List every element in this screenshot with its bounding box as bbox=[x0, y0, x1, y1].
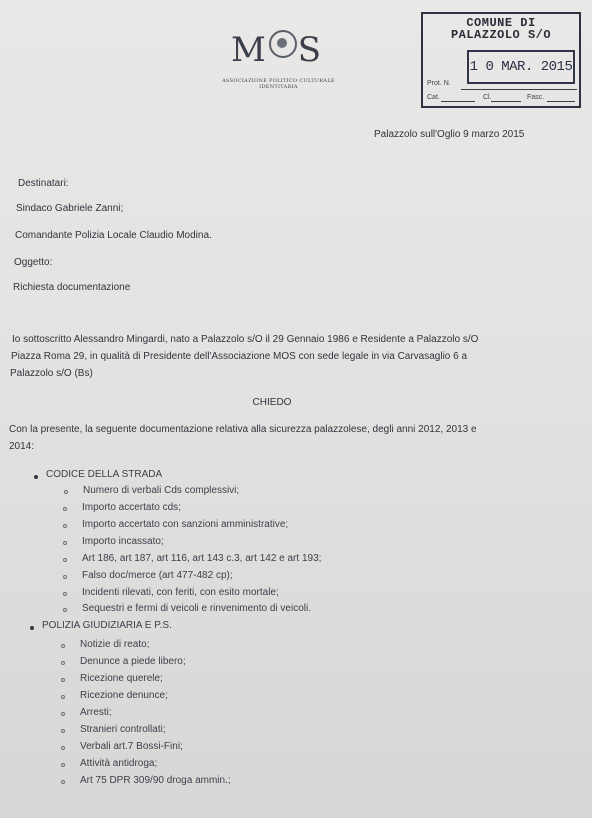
logo-letter-m: M bbox=[230, 30, 268, 70]
list-item: Verbali art.7 Bossi-Fini; bbox=[80, 741, 183, 752]
list-circle-icon bbox=[63, 558, 67, 562]
list-item: Attività antidroga; bbox=[80, 758, 158, 769]
list-circle-icon bbox=[61, 661, 65, 665]
section-bullet-icon bbox=[34, 475, 38, 479]
intro-line-2: 2014: bbox=[9, 441, 35, 452]
list-circle-icon bbox=[63, 592, 67, 596]
recipients-label: Destinatari: bbox=[18, 178, 69, 189]
stamp-date: 1 0 MAR. 2015 bbox=[467, 50, 575, 84]
list-item: Art 186, art 187, art 116, art 143 c.3, art 142 e art 193; bbox=[82, 553, 322, 564]
list-circle-icon bbox=[61, 746, 65, 750]
list-circle-icon bbox=[64, 490, 68, 494]
list-item: Denunce a piede libero; bbox=[80, 656, 186, 667]
stamp-prot-label: Prot. N. bbox=[427, 80, 451, 87]
place-date: Palazzolo sull'Oglio 9 marzo 2015 bbox=[374, 129, 525, 140]
list-circle-icon bbox=[63, 608, 67, 612]
list-item: Sequestri e fermi di veicoli e rinvenimento di veicoli. bbox=[82, 603, 311, 614]
list-item: Arresti; bbox=[80, 707, 112, 718]
list-circle-icon bbox=[63, 575, 67, 579]
logo-letter-s: S bbox=[297, 30, 324, 70]
list-item: Ricezione querele; bbox=[80, 673, 163, 684]
stamp-cl-label: Cl. bbox=[483, 94, 492, 101]
list-item: Notizie di reato; bbox=[80, 639, 150, 650]
stamp-cat-label: Cat. bbox=[427, 94, 440, 101]
body-line-2: Piazza Roma 29, in qualità di Presidente dell'Associazione MOS con sede legale in via Carvasaglio 6 a bbox=[11, 351, 468, 362]
list-circle-icon bbox=[61, 763, 65, 767]
body-line-1: Io sottoscritto Alessandro Mingardi, nato a Palazzolo s/O il 29 Gennaio 1986 e Residente a Palazzolo s/O bbox=[12, 334, 479, 345]
list-item: Art 75 DPR 309/90 droga ammin.; bbox=[80, 775, 231, 786]
logo-seal-icon bbox=[269, 30, 297, 58]
stamp-line2: PALAZZOLO S/O bbox=[450, 28, 552, 42]
stamp-prot-line bbox=[461, 89, 577, 90]
stamp-line1: COMUNE DI bbox=[466, 16, 536, 30]
intro-line-1: Con la presente, la seguente documentazione relativa alla sicurezza palazzolese, degli anni 2012, 2013 e bbox=[9, 424, 477, 435]
list-circle-icon bbox=[61, 729, 65, 733]
list-circle-icon bbox=[63, 541, 67, 545]
list-circle-icon bbox=[61, 712, 65, 716]
list-item: Numero di verbali Cds complessivi; bbox=[83, 485, 240, 496]
list-circle-icon bbox=[61, 695, 65, 699]
list-circle-icon bbox=[63, 524, 67, 528]
list-item: Importo incassato; bbox=[82, 536, 164, 547]
list-circle-icon bbox=[63, 507, 67, 511]
recipient-police-commander: Comandante Polizia Locale Claudio Modina. bbox=[15, 230, 212, 241]
logo-subtitle: ASSOCIAZIONE POLITICO CULTURALE IDENTITARIA bbox=[222, 78, 335, 90]
subject-label: Oggetto: bbox=[14, 257, 53, 268]
subject-text: Richiesta documentazione bbox=[13, 282, 131, 293]
list-item: Ricezione denunce; bbox=[80, 690, 168, 701]
list-circle-icon bbox=[61, 678, 65, 682]
section-title-polizia-giudiziaria: POLIZIA GIUDIZIARIA E P.S. bbox=[42, 620, 172, 631]
body-line-3: Palazzolo s/O (Bs) bbox=[10, 368, 93, 379]
stamp-cat-line bbox=[441, 101, 475, 102]
list-item: Incidenti rilevati, con feriti, con esito mortale; bbox=[82, 587, 279, 598]
list-circle-icon bbox=[61, 644, 65, 648]
stamp-cl-line bbox=[491, 101, 521, 102]
recipient-mayor: Sindaco Gabriele Zanni; bbox=[16, 203, 124, 214]
protocol-stamp bbox=[421, 12, 581, 108]
list-item: Stranieri controllati; bbox=[80, 724, 166, 735]
stamp-fasc-label: Fasc. bbox=[527, 94, 545, 101]
list-circle-icon bbox=[61, 780, 65, 784]
request-heading: CHIEDO bbox=[252, 397, 292, 408]
list-item: Importo accertato con sanzioni amministrative; bbox=[82, 519, 289, 530]
list-item: Falso doc/merce (art 477-482 cp); bbox=[82, 570, 233, 581]
mos-logo bbox=[212, 30, 342, 68]
list-item: Importo accertato cds; bbox=[82, 502, 181, 513]
stamp-fasc-line bbox=[547, 101, 575, 102]
section-bullet-icon bbox=[30, 626, 34, 630]
section-title-codice-strada: CODICE DELLA STRADA bbox=[46, 469, 163, 480]
